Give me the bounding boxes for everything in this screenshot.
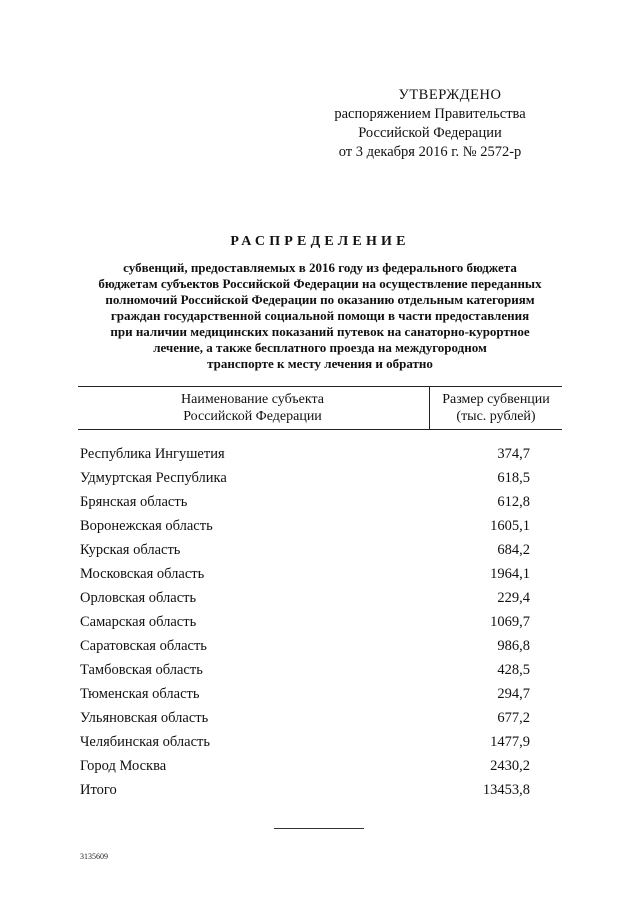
region-name: Удмуртская Республика [80,470,227,486]
region-name: Воронежская область [80,518,213,534]
table-row [78,706,562,730]
table-header [78,386,562,430]
table-row [78,634,562,658]
column-header-name [78,387,427,429]
subtitle-line: лечение, а также бесплатного проезда на междугородном [153,340,487,355]
subvention-value: 618,5 [497,470,530,486]
column-header-value-line-2: (тыс. рублей) [456,409,536,424]
region-name: Ульяновская область [80,710,209,726]
total-label: Итого [80,782,117,798]
region-name: Тюменская область [80,686,200,702]
subtitle-line: транспорте к месту лечения и обратно [207,356,433,371]
total-value: 13453,8 [482,782,530,798]
approval-block [300,86,560,162]
subvention-value: 1069,7 [490,614,530,630]
subvention-value: 1964,1 [490,566,530,582]
table-row [78,490,562,514]
document-title: РАСПРЕДЕЛЕНИЕ [230,234,410,249]
column-header-value-line-1: Размер субвенции [442,392,550,407]
subvention-value: 1477,9 [490,734,530,750]
subvention-value: 684,2 [497,542,530,558]
subvention-value: 612,8 [497,494,530,510]
column-header-value [430,387,562,429]
approval-line-3: от 3 декабря 2016 г. № 2572-р [338,144,522,160]
approval-line-2: Российской Федерации [358,125,502,141]
region-name: Брянская область [80,494,188,510]
table-row [78,730,562,754]
approval-line-1: распоряжением Правительства [334,106,526,122]
region-name: Тамбовская область [80,662,203,678]
table-row [78,754,562,778]
region-name: Курская область [80,542,181,558]
subvention-value: 1605,1 [490,518,530,534]
region-name: Орловская область [80,590,197,606]
table-row [78,610,562,634]
region-name: Самарская область [80,614,197,630]
subvention-value: 294,7 [497,686,530,702]
table-row [78,562,562,586]
subvention-value: 428,5 [497,662,530,678]
table-row-total [78,778,562,802]
subtitle-line: субвенций, предоставляемых в 2016 году из федерального бюджета [123,260,517,275]
document-code: 3135609 [80,852,108,861]
document-subtitle [60,260,580,372]
approval-stamp: УТВЕРЖДЕНО [398,87,502,103]
column-header-name-line-2: Российской Федерации [183,409,322,424]
table-row [78,442,562,466]
table-row [78,586,562,610]
subtitle-line: бюджетам субъектов Российской Федерации на осуществление переданных [98,276,542,291]
subvention-value: 986,8 [497,638,530,654]
region-name: Город Москва [80,758,167,774]
table-row [78,682,562,706]
subtitle-line: при наличии медицинских показаний путевок на санаторно-курортное [110,324,530,339]
region-name: Саратовская область [80,638,207,654]
subtitle-line: граждан государственной социальной помощи в части предоставления [110,308,530,323]
table-row [78,514,562,538]
subtitle-line: полномочий Российской Федерации по оказанию отдельным категориям [105,292,535,307]
column-header-name-line-1: Наименование субъекта [181,392,324,407]
region-name: Республика Ингушетия [80,446,225,462]
subvention-value: 374,7 [497,446,530,462]
table-row [78,466,562,490]
subvention-value: 229,4 [497,590,530,606]
table-body [78,442,562,802]
subvention-value: 2430,2 [490,758,530,774]
table-row [78,658,562,682]
region-name: Московская область [80,566,205,582]
table-row [78,538,562,562]
footer-divider [274,828,364,829]
subvention-value: 677,2 [497,710,530,726]
region-name: Челябинская область [80,734,210,750]
